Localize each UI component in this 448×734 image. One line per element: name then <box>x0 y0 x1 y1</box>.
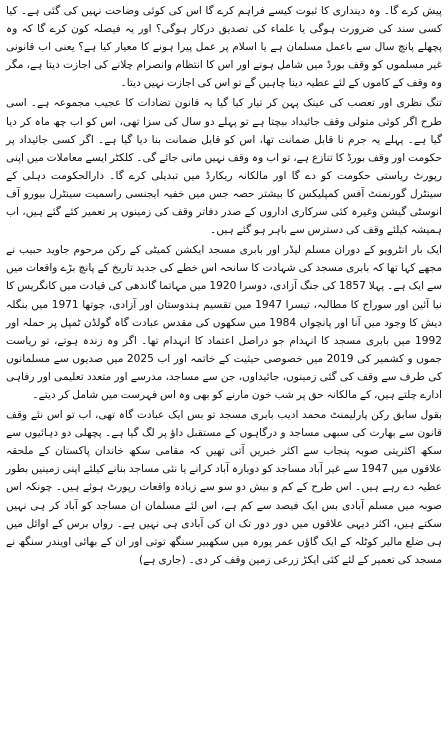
article-paragraph-4: بقول سابق رکن پارلیمنٹ محمد ادیب بابری مسجد تو بس ایک عبادت گاہ تھی، اب تو اس نئے وقف قانون سے بھارت کی سبھی مساجد و درگاہوں کے مستقبل داؤ پر لگ گیا ہے۔ پچھلی دو دہائیوں سے سکھ اکثریتی صوبہ پنجاب سے اکثر خبریں آتی تھیں کہ مقامی سکھ خاندان پاکستان کے ملحقہ علاقوں میں 1947 سے غیر آباد مساجد کو دوبارہ آباد کرانے یا نئی مساجد بنانے کیلئے اپنی زمینیں بطور عطیہ دے رہے ہیں۔ اس طرح کے کم و بیش دو سو سے زیادہ واقعات رپورٹ ہوئے ہیں۔ چونکہ اس صوبہ میں مسلم آبادی بس ایک فیصد سے کم ہے، اس لئے مسلمان ان مساجد کو آباد کر ہی نہیں سکتے ہیں، اکثر دیہی علاقوں میں دور دور تک ان کی آبادی ہی نہیں ہے۔ رواں برس کے اوائل میں ہی ضلع مالیر کوٹلہ کے ایک گاؤں عمر پورہ میں سکھبیر سنگھ توتی اور ان کے بھائی اویندر سنگھ نے مسجد کی تعمیر کے لئے کئی ایکڑ زرعی زمین وقف کر دی۔ (جاری ہے) <box>6 409 442 566</box>
article-paragraph-1: پیش کرے گا۔ وہ دینداری کا ثبوت کیسے فراہم کرے گا اس کی کوئی وضاحت نہیں کی گئی ہے۔ کیا کسی سند کی ضرورت ہوگی یا علماء کی تصدیق درکار ہوگی؟ اور یہ فیصلہ کون کرے گا کہ وہ پچھلے پانچ سال سے باعمل مسلمان ہے یا اسلام پر عمل پیرا ہونے کا معیار کیا ہے؟ یعنی اب قانونی غیر مسلموں کو وقف بورڈ میں شامل ہونے اور اس کا انتظام وانصرام چلانے کی اجازت دیتا ہے، مگر وہ وقف کے کاموں کے لئے عطیہ دینا چاہیں گے تو اس کی اجازت نہیں دیتا۔ <box>6 5 442 90</box>
article-paragraph-2: تنگ نظری اور تعصب کی عینک پہن کر تیار کیا گیا یہ قانون تضادات کا عجیب مجموعہ ہے۔ اسی طرح اگر کوئی متولی وقف جائیداد بیچتا ہے تو پہلے دو سال کی سزا تھی، اس کو اب چھ ماہ کر دیا گیا ہے۔ پہلے یہ جرم نا قابل ضمانت تھا، اس کو قابل ضمانت بنا دیا گیا ہے۔ اگر کسی جائیداد پر حکومت اور وقف بورڈ کا تنازع ہے، تو اب وہ وقف نہیں مانی جائے گی۔ کلکٹر ایسے معاملات میں اپنی رپورٹ ریاستی حکومت کو دے گا اور مالکانہ ریکارڈ میں تبدیلی کرے گا۔ دارالحکومت دہلی کے سینٹرل گورنمنٹ آفس کمپلیکس کا بیشتر حصہ جس میں خفیہ ایجنسی راسمیت سینٹرل بیورو آف انوسٹی گیشن وغیرہ کئی سرکاری اداروں کے صدر دفاتر وقف کی زمینوں پر تعمیر کئے گئے ہیں، اب ہمیشہ کیلئے وقف کی دسترس سے باہر ہو گئے ہیں۔ <box>6 97 442 237</box>
article-paragraph-3: ایک بار انٹرویو کے دوران مسلم لیڈر اور بابری مسجد ایکشن کمیٹی کے رکن مرحوم جاوید حبیب نے مجھے کہا تھا کہ بابری مسجد کی شہادت کا سانحہ اس خطے کی جدید تاریخ کے پانچ بڑے واقعات میں سے ایک ہے۔ پہلا 1857 کی جنگ آزادی، دوسرا 1920 میں مہاتما گاندھی کی قیادت میں کانگریس کا نیا آئین اور سوراج کا مطالبہ، تیسرا 1947 میں تقسیم ہندوستان اور آزادی، چوتھا 1971 میں بنگلہ دیش کا وجود میں آنا اور پانچواں 1984 میں سکھوں کی مقدس عبادت گاہ گولڈن ٹمپل پر حملہ اور 1992 میں بابری مسجد کا انہدام جو دراصل اعتماد کا انہدام تھا۔ اگر وہ زندہ ہوتے، تو ریاست جموں و کشمیر کی 2019 میں خصوصی حیثیت کے خاتمہ اور اب 2025 میں صدیوں سے مسلمانوں کی طرف سے وقف کی گئی زمینوں، جائیداوں، جن سے مساجد، مدرسے اور متعدد تعلیمی اور رفاہی ادارے چلتے ہیں، کے مالکانہ حق پر شب خون مارنے کو بھی وہ اس فہرست میں شامل کر دیتے۔ <box>6 244 443 401</box>
